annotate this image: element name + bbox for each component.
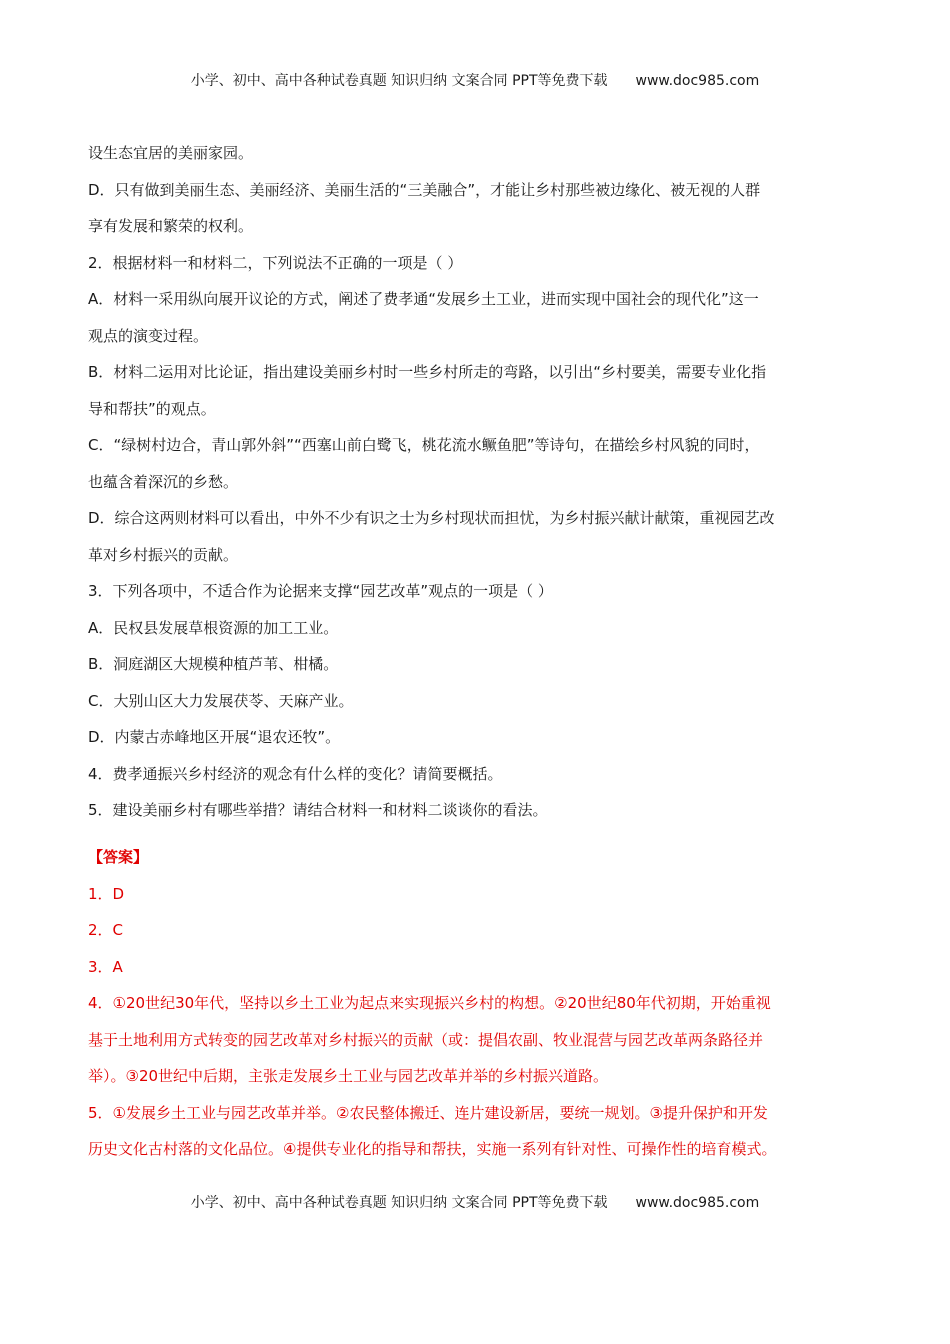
document-body bbox=[88, 144, 878, 1177]
text-line: D．只有做到美丽生态、美丽经济、美丽生活的“三美融合”，才能让乡村那些被边缘化、被无视的人群 bbox=[88, 180, 761, 199]
answer-line: 4．①20世纪30年代，坚持以乡土工业为起点来实现振兴乡村的构想。②20世纪80年代初期，开始重视 bbox=[88, 994, 771, 1012]
question-5: 5．建设美丽乡村有哪些举措？请结合材料一和材料二谈谈你的看法。 bbox=[88, 801, 548, 819]
text-line: C．“绿树村边合，青山郭外斜”“西塞山前白鹭飞，桃花流水鳜鱼肥”等诗句，在描绘乡村风貌的同时， bbox=[88, 436, 760, 454]
header-site-link[interactable]: www.doc985.com bbox=[635, 73, 760, 89]
answer-line: 2．C bbox=[88, 921, 124, 939]
question-4: 4．费孝通振兴乡村经济的观念有什么样的变化？请简要概括。 bbox=[88, 764, 503, 783]
footer-site-link[interactable]: www.doc985.com bbox=[635, 1195, 760, 1211]
answer-line: 1．D bbox=[88, 884, 125, 903]
text-line: A．材料一采用纵向展开议论的方式，阐述了费孝通“发展乡土工业，进而实现中国社会的现代化”这一 bbox=[88, 290, 759, 308]
text-line: D．内蒙古赤峰地区开展“退农还牧”。 bbox=[88, 728, 341, 746]
answer-line: 3．A bbox=[88, 957, 123, 976]
text-line: 也蕴含着深沉的乡愁。 bbox=[88, 472, 239, 491]
text-line: D．综合这两则材料可以看出，中外不少有识之士为乡村现状而担忧，为乡村振兴献计献策，重视园艺改 bbox=[88, 509, 775, 527]
text-line: 导和帮扶”的观点。 bbox=[88, 399, 216, 418]
text-line: 观点的演变过程。 bbox=[88, 326, 209, 345]
question-3: 3．下列各项中，不适合作为论据来支撑“园艺改革”观点的一项是（ ） bbox=[88, 582, 553, 600]
answer-line: 举）。③20世纪中后期，主张走发展乡土工业与园艺改革并举的乡村振兴道路。 bbox=[88, 1067, 609, 1085]
answer-heading: 【答案】 bbox=[88, 848, 149, 866]
page-footer bbox=[0, 1192, 950, 1212]
answer-line: 5．①发展乡土工业与园艺改革并举。②农民整体搬迁、连片建设新居，要统一规划。③提升保护和开发 bbox=[88, 1103, 768, 1122]
text-line: B．材料二运用对比论证，指出建设美丽乡村时一些乡村所走的弯路，以引出“乡村要美，需要专业化指 bbox=[88, 363, 767, 381]
answer-line: 基于土地利用方式转变的园艺改革对乡村振兴的贡献（或：提倡农副、牧业混营与园艺改革两条路径并 bbox=[88, 1030, 764, 1049]
text-line: A．民权县发展草根资源的加工工业。 bbox=[88, 618, 339, 637]
answer-line: 历史文化古村落的文化品位。④提供专业化的指导和帮扶，实施一系列有针对性、可操作性的培育模式。 bbox=[88, 1140, 777, 1158]
text-line: B．洞庭湖区大规模种植芦苇、柑橘。 bbox=[88, 655, 339, 673]
text-line: C．大别山区大力发展茯苓、天麻产业。 bbox=[88, 691, 354, 710]
text-line: 设生态宜居的美丽家园。 bbox=[88, 144, 254, 162]
text-line: 革对乡村振兴的贡献。 bbox=[88, 545, 239, 564]
text-line: 享有发展和繁荣的权利。 bbox=[88, 217, 254, 235]
question-2: 2．根据材料一和材料二，下列说法不正确的一项是（ ） bbox=[88, 253, 463, 272]
footer-text: 小学、初中、高中各种试卷真题 知识归纳 文案合同 PPT等免费下载 bbox=[190, 1195, 608, 1211]
header-text: 小学、初中、高中各种试卷真题 知识归纳 文案合同 PPT等免费下载 bbox=[190, 73, 608, 89]
page-header bbox=[0, 70, 950, 90]
